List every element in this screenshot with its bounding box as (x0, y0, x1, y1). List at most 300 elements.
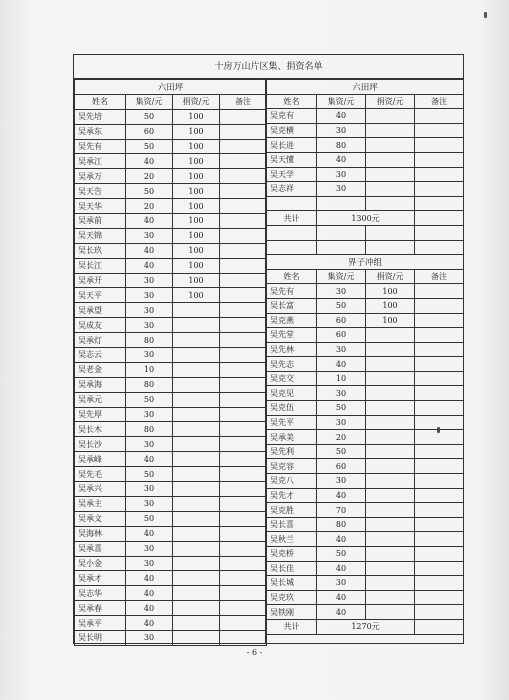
remark-cell (415, 576, 464, 591)
column-header-collect: 集资/元 (317, 269, 366, 284)
remark-cell (415, 298, 464, 313)
table-row (267, 561, 464, 576)
blank-row (267, 225, 464, 240)
remark-cell (415, 386, 464, 401)
member-name: 吴小金 (75, 556, 126, 571)
remark-cell (220, 258, 267, 273)
table-row (75, 526, 267, 541)
member-name: 吴长富 (267, 298, 317, 313)
member-name: 吴承望 (75, 303, 126, 318)
donate-amount: 100 (173, 273, 220, 288)
table-row (75, 303, 267, 318)
remark-cell (415, 152, 464, 167)
member-name: 吴承东 (75, 124, 126, 139)
remark-cell (220, 482, 267, 497)
donate-amount (366, 547, 415, 562)
member-name: 吴克容 (267, 459, 317, 474)
table-row (75, 154, 267, 169)
member-name: 吴承前 (75, 214, 126, 229)
remark-cell (220, 511, 267, 526)
collect-amount: 80 (126, 422, 173, 437)
member-name: 吴海林 (75, 526, 126, 541)
member-name: 吴承主 (75, 496, 126, 511)
member-name: 吴承万 (75, 169, 126, 184)
remark-cell (220, 184, 267, 199)
remark-cell (415, 284, 464, 299)
member-name: 吴先培 (75, 109, 126, 124)
table-row (75, 571, 267, 586)
table-row (75, 199, 267, 214)
collect-amount: 30 (126, 228, 173, 243)
member-name: 吴长喜 (267, 517, 317, 532)
collect-amount: 40 (317, 590, 366, 605)
remark-cell (220, 601, 267, 616)
member-name: 吴承兴 (75, 482, 126, 497)
donate-amount (366, 415, 415, 430)
member-name: 吴克八 (267, 474, 317, 489)
collect-amount: 30 (126, 496, 173, 511)
table-row (75, 362, 267, 377)
table-row (75, 601, 267, 616)
member-name: 吴承峰 (75, 452, 126, 467)
collect-amount: 40 (317, 532, 366, 547)
remark-cell (220, 199, 267, 214)
remark-cell (220, 437, 267, 452)
table-row (267, 342, 464, 357)
blank-cell (317, 196, 366, 211)
collect-amount: 30 (317, 474, 366, 489)
collect-amount: 30 (126, 348, 173, 363)
donate-amount (366, 444, 415, 459)
table-row (267, 123, 464, 138)
donate-amount (366, 371, 415, 386)
collect-amount: 30 (126, 556, 173, 571)
remark-cell (220, 243, 267, 258)
remark-cell (415, 590, 464, 605)
section-row (267, 255, 464, 270)
blank-cell (267, 196, 317, 211)
blank-row (267, 240, 464, 255)
table-row (75, 169, 267, 184)
table-row (267, 401, 464, 416)
member-name: 吴克交 (267, 371, 317, 386)
donate-amount (173, 362, 220, 377)
table-row (267, 284, 464, 299)
collect-amount: 40 (126, 452, 173, 467)
total-value: 1300元 (317, 211, 415, 226)
table-row (267, 109, 464, 124)
table-row (267, 386, 464, 401)
member-name: 吴长木 (75, 422, 126, 437)
header-row (267, 269, 464, 284)
section-row (267, 80, 464, 95)
donate-amount (173, 348, 220, 363)
member-name: 吴克桥 (267, 547, 317, 562)
member-name: 吴承元 (75, 392, 126, 407)
collect-amount: 40 (317, 357, 366, 372)
donate-amount (173, 616, 220, 631)
collect-amount: 40 (126, 154, 173, 169)
remark-cell (415, 182, 464, 197)
donate-amount: 100 (366, 298, 415, 313)
table-row (75, 392, 267, 407)
table-row (75, 452, 267, 467)
collect-amount: 80 (317, 138, 366, 153)
member-name: 吴老金 (75, 362, 126, 377)
table-row (75, 511, 267, 526)
collect-amount: 40 (126, 258, 173, 273)
table-row (75, 467, 267, 482)
donate-amount (366, 430, 415, 445)
blank-cell (366, 196, 415, 211)
remark-cell (220, 541, 267, 556)
donate-amount (173, 377, 220, 392)
column-header-collect: 集资/元 (126, 94, 173, 109)
donate-amount (173, 526, 220, 541)
donate-amount: 100 (366, 313, 415, 328)
collect-amount: 80 (126, 333, 173, 348)
collect-amount: 50 (126, 467, 173, 482)
donate-amount (173, 511, 220, 526)
remark-cell (415, 123, 464, 138)
collect-amount: 40 (317, 488, 366, 503)
column-header-name: 姓名 (267, 94, 317, 109)
donate-amount (173, 452, 220, 467)
total-row (267, 211, 464, 226)
collect-amount: 40 (126, 586, 173, 601)
donate-amount (366, 386, 415, 401)
total-blank (415, 619, 464, 634)
collect-amount: 30 (317, 284, 366, 299)
remark-cell (220, 228, 267, 243)
remark-cell (415, 109, 464, 124)
collect-amount: 40 (126, 616, 173, 631)
remark-cell (220, 377, 267, 392)
collect-amount: 30 (126, 541, 173, 556)
member-name: 吴承平 (75, 616, 126, 631)
table-row (75, 184, 267, 199)
table-row (267, 313, 464, 328)
total-label: 共计 (267, 619, 317, 634)
column-header-name: 姓名 (75, 94, 126, 109)
collect-amount: 60 (317, 459, 366, 474)
blank-cell (267, 240, 317, 255)
table-row (267, 605, 464, 620)
donate-amount (366, 459, 415, 474)
collect-amount: 30 (317, 386, 366, 401)
donate-amount: 100 (173, 288, 220, 303)
table-row (75, 541, 267, 556)
header-row (267, 94, 464, 109)
table-row (75, 228, 267, 243)
table-row (75, 630, 267, 645)
donate-amount (366, 152, 415, 167)
member-name: 吴先毛 (75, 467, 126, 482)
table-row (267, 152, 464, 167)
donate-amount (366, 109, 415, 124)
remark-cell (220, 154, 267, 169)
member-name: 吴天学 (267, 167, 317, 182)
table-row (267, 488, 464, 503)
donate-amount (366, 605, 415, 620)
member-name: 吴先志 (267, 357, 317, 372)
remark-cell (415, 605, 464, 620)
donate-amount (366, 576, 415, 591)
collect-amount: 50 (126, 511, 173, 526)
collect-amount: 30 (317, 123, 366, 138)
collect-amount: 30 (317, 342, 366, 357)
donate-amount (366, 342, 415, 357)
remark-cell (220, 616, 267, 631)
table-row (75, 348, 267, 363)
collect-amount: 40 (126, 601, 173, 616)
member-name: 吴克胜 (267, 503, 317, 518)
collect-amount: 60 (317, 328, 366, 343)
donate-amount (366, 590, 415, 605)
remark-cell (220, 407, 267, 422)
member-name: 吴承开 (75, 273, 126, 288)
remark-cell (220, 333, 267, 348)
donate-amount (366, 517, 415, 532)
donate-amount: 100 (173, 228, 220, 243)
collect-amount: 30 (126, 437, 173, 452)
collect-amount: 40 (317, 561, 366, 576)
donate-amount (173, 333, 220, 348)
member-name: 吴志华 (75, 586, 126, 601)
collect-amount: 40 (317, 605, 366, 620)
blank-row (267, 196, 464, 211)
member-name: 吴克燕 (267, 313, 317, 328)
remark-cell (220, 288, 267, 303)
donate-amount: 100 (173, 169, 220, 184)
member-name: 吴天懂 (267, 152, 317, 167)
table-row (75, 496, 267, 511)
collect-amount: 60 (317, 313, 366, 328)
blank-cell (317, 225, 366, 240)
remark-cell (415, 517, 464, 532)
table-row (75, 243, 267, 258)
collect-amount: 50 (126, 184, 173, 199)
collect-amount: 30 (317, 182, 366, 197)
remark-cell (220, 273, 267, 288)
table-row (267, 532, 464, 547)
remark-cell (415, 532, 464, 547)
total-label: 共计 (267, 211, 317, 226)
collect-amount: 50 (317, 444, 366, 459)
remark-cell (415, 138, 464, 153)
table-row (75, 616, 267, 631)
remark-cell (220, 586, 267, 601)
donate-amount: 100 (173, 139, 220, 154)
collect-amount: 30 (317, 415, 366, 430)
collect-amount: 80 (317, 517, 366, 532)
member-name: 吴天华 (75, 199, 126, 214)
member-name: 吴克横 (267, 123, 317, 138)
table-row (267, 167, 464, 182)
remark-cell (415, 503, 464, 518)
table-row (75, 318, 267, 333)
member-name: 吴承喜 (75, 541, 126, 556)
collect-amount: 30 (126, 407, 173, 422)
table-row (75, 422, 267, 437)
table-row (267, 474, 464, 489)
collect-amount: 40 (126, 243, 173, 258)
member-name: 吴天锦 (75, 228, 126, 243)
table-row (267, 576, 464, 591)
blank-cell (366, 225, 415, 240)
collect-amount: 30 (126, 482, 173, 497)
collect-amount: 20 (126, 199, 173, 214)
table-row (267, 590, 464, 605)
donate-amount (173, 482, 220, 497)
donate-amount: 100 (173, 109, 220, 124)
donate-amount (366, 561, 415, 576)
donate-amount (173, 496, 220, 511)
member-name: 吴长玖 (75, 243, 126, 258)
remark-cell (220, 422, 267, 437)
donate-amount (173, 467, 220, 482)
table-row (75, 139, 267, 154)
member-name: 吴天平 (75, 288, 126, 303)
right-table (266, 79, 464, 635)
table-row (75, 124, 267, 139)
collect-amount: 10 (317, 371, 366, 386)
table-row (267, 430, 464, 445)
remark-cell (415, 357, 464, 372)
member-name: 吴先堂 (267, 328, 317, 343)
remark-cell (415, 474, 464, 489)
table-row (75, 407, 267, 422)
remark-cell (415, 459, 464, 474)
donate-amount (366, 123, 415, 138)
member-name: 吴承灯 (75, 333, 126, 348)
total-value: 1270元 (317, 619, 415, 634)
column-header-donate: 捐资/元 (173, 94, 220, 109)
member-name: 吴长城 (267, 576, 317, 591)
collect-amount: 10 (126, 362, 173, 377)
member-name: 吴铁刚 (267, 605, 317, 620)
remark-cell (415, 313, 464, 328)
donate-amount (173, 601, 220, 616)
member-name: 吴先林 (267, 342, 317, 357)
remark-cell (415, 371, 464, 386)
remark-cell (415, 444, 464, 459)
collect-amount: 60 (126, 124, 173, 139)
donate-amount (366, 488, 415, 503)
section-heading: 六田坪 (75, 80, 267, 95)
remark-cell (220, 630, 267, 645)
table-row (75, 556, 267, 571)
blank-cell (415, 225, 464, 240)
donate-amount (173, 392, 220, 407)
table-row (75, 109, 267, 124)
remark-cell (220, 556, 267, 571)
member-name: 吴先利 (267, 444, 317, 459)
blank-cell (366, 240, 415, 255)
table-row (267, 328, 464, 343)
remark-cell (220, 139, 267, 154)
collect-amount: 30 (126, 303, 173, 318)
member-name: 吴长进 (267, 138, 317, 153)
donate-amount (366, 503, 415, 518)
table-row (75, 333, 267, 348)
scan-speck (484, 12, 487, 18)
member-name: 吴承春 (75, 601, 126, 616)
member-name: 吴克见 (267, 386, 317, 401)
collect-amount: 40 (126, 526, 173, 541)
table-row (267, 138, 464, 153)
member-name: 吴先有 (75, 139, 126, 154)
remark-cell (220, 467, 267, 482)
table-row (75, 377, 267, 392)
table-row (267, 298, 464, 313)
collect-amount: 30 (126, 318, 173, 333)
donate-amount: 100 (173, 214, 220, 229)
left-table (74, 79, 267, 646)
donate-amount (173, 303, 220, 318)
collect-amount: 50 (317, 547, 366, 562)
donate-amount (173, 571, 220, 586)
collect-amount: 20 (126, 169, 173, 184)
donate-amount: 100 (173, 258, 220, 273)
donate-amount (366, 532, 415, 547)
table-row (267, 547, 464, 562)
section-heading: 界子冲组 (267, 255, 464, 270)
donate-amount (366, 328, 415, 343)
donate-amount: 100 (173, 184, 220, 199)
blank-cell (415, 196, 464, 211)
donate-amount (173, 586, 220, 601)
collect-amount: 40 (126, 214, 173, 229)
member-name: 吴先平 (267, 415, 317, 430)
table-row (75, 437, 267, 452)
column-header-remark: 备注 (220, 94, 267, 109)
column-header-remark: 备注 (415, 94, 464, 109)
remark-cell (415, 415, 464, 430)
collect-amount: 30 (317, 167, 366, 182)
member-name: 吴承才 (75, 571, 126, 586)
remark-cell (415, 167, 464, 182)
donate-amount (173, 407, 220, 422)
remark-cell (220, 526, 267, 541)
donate-amount (173, 630, 220, 645)
donate-amount: 100 (366, 284, 415, 299)
table-row (267, 357, 464, 372)
collect-amount: 50 (126, 139, 173, 154)
table-row (267, 517, 464, 532)
member-name: 吴长佳 (267, 561, 317, 576)
table-row (75, 586, 267, 601)
table-row (75, 273, 267, 288)
remark-cell (415, 561, 464, 576)
table-row (75, 482, 267, 497)
collect-amount: 50 (317, 401, 366, 416)
collect-amount: 40 (317, 152, 366, 167)
column-header-collect: 集资/元 (317, 94, 366, 109)
blank-cell (415, 240, 464, 255)
donate-amount (173, 422, 220, 437)
member-name: 吴长明 (75, 630, 126, 645)
column-header-donate: 捐资/元 (366, 269, 415, 284)
total-row (267, 619, 464, 634)
table-row (267, 503, 464, 518)
member-name: 吴承江 (75, 154, 126, 169)
donate-amount (366, 167, 415, 182)
remark-cell (220, 362, 267, 377)
column-header-remark: 备注 (415, 269, 464, 284)
total-blank (415, 211, 464, 226)
table-row (267, 415, 464, 430)
